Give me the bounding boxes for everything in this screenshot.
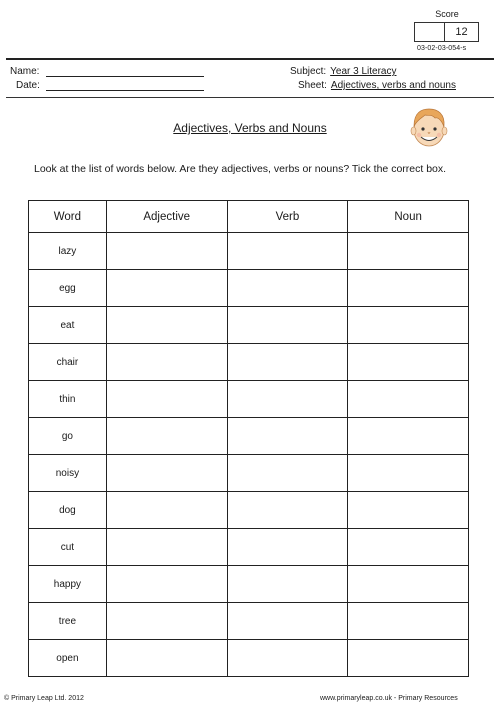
date-field[interactable] — [46, 90, 204, 91]
sheet-row — [298, 80, 456, 91]
verb-tick-box[interactable] — [227, 418, 348, 455]
noun-tick-box[interactable] — [348, 270, 469, 307]
name-row — [10, 66, 39, 77]
table-row — [29, 233, 469, 270]
table-row — [29, 344, 469, 381]
verb-tick-box[interactable] — [227, 492, 348, 529]
table-row — [29, 270, 469, 307]
date-row — [16, 80, 40, 91]
page-title: Adjectives, Verbs and Nouns — [173, 121, 327, 135]
table-row — [29, 603, 469, 640]
instruction-text: Look at the list of words below. Are they adjectives, verbs or nouns? Tick the correct box. — [34, 163, 447, 175]
table-header-row — [29, 201, 469, 233]
subject-label: Subject: — [290, 66, 327, 77]
word-table — [28, 200, 469, 677]
adjective-tick-box[interactable] — [106, 640, 227, 677]
adjective-tick-box[interactable] — [106, 492, 227, 529]
adjective-tick-box[interactable] — [106, 455, 227, 492]
verb-tick-box[interactable] — [227, 307, 348, 344]
noun-tick-box[interactable] — [348, 381, 469, 418]
word-cell: noisy — [29, 455, 107, 492]
table-row — [29, 640, 469, 677]
noun-tick-box[interactable] — [348, 307, 469, 344]
word-cell: eat — [29, 307, 107, 344]
word-cell: dog — [29, 492, 107, 529]
verb-tick-box[interactable] — [227, 603, 348, 640]
header-adjective: Adjective — [106, 201, 227, 233]
noun-tick-box[interactable] — [348, 640, 469, 677]
table-row — [29, 529, 469, 566]
header-noun: Noun — [348, 201, 469, 233]
table-row — [29, 492, 469, 529]
name-field[interactable] — [46, 76, 204, 77]
adjective-tick-box[interactable] — [106, 566, 227, 603]
website-footer: www.primaryleap.co.uk - Primary Resources — [320, 695, 458, 702]
word-cell: lazy — [29, 233, 107, 270]
subject-value: Year 3 Literacy — [330, 66, 397, 77]
adjective-tick-box[interactable] — [106, 233, 227, 270]
adjective-tick-box[interactable] — [106, 307, 227, 344]
sheet-label: Sheet: — [298, 80, 327, 91]
adjective-tick-box[interactable] — [106, 270, 227, 307]
adjective-tick-box[interactable] — [106, 529, 227, 566]
noun-tick-box[interactable] — [348, 492, 469, 529]
table-row — [29, 566, 469, 603]
copyright-footer: © Primary Leap Ltd. 2012 — [4, 695, 84, 702]
noun-tick-box[interactable] — [348, 455, 469, 492]
noun-tick-box[interactable] — [348, 233, 469, 270]
score-label: Score — [435, 9, 459, 19]
verb-tick-box[interactable] — [227, 566, 348, 603]
score-box-empty — [414, 22, 445, 42]
verb-tick-box[interactable] — [227, 455, 348, 492]
table-row — [29, 455, 469, 492]
noun-tick-box[interactable] — [348, 529, 469, 566]
subject-row — [290, 66, 396, 77]
word-cell: egg — [29, 270, 107, 307]
noun-tick-box[interactable] — [348, 418, 469, 455]
word-cell: open — [29, 640, 107, 677]
noun-tick-box[interactable] — [348, 603, 469, 640]
section-rule — [6, 97, 494, 98]
noun-tick-box[interactable] — [348, 344, 469, 381]
verb-tick-box[interactable] — [227, 640, 348, 677]
verb-tick-box[interactable] — [227, 381, 348, 418]
name-label: Name: — [10, 66, 40, 77]
word-cell: thin — [29, 381, 107, 418]
score-value: 12 — [444, 22, 479, 42]
word-cell: chair — [29, 344, 107, 381]
table-row — [29, 418, 469, 455]
adjective-tick-box[interactable] — [106, 344, 227, 381]
word-cell: go — [29, 418, 107, 455]
table-row — [29, 381, 469, 418]
verb-tick-box[interactable] — [227, 270, 348, 307]
adjective-tick-box[interactable] — [106, 603, 227, 640]
word-cell: tree — [29, 603, 107, 640]
sheet-value: Adjectives, verbs and nouns — [330, 80, 456, 91]
verb-tick-box[interactable] — [227, 529, 348, 566]
date-label: Date: — [16, 80, 40, 91]
cartoon-face-icon — [408, 106, 450, 150]
header-verb: Verb — [227, 201, 348, 233]
adjective-tick-box[interactable] — [106, 381, 227, 418]
sheet-code: 03-02-03-054-s — [417, 45, 467, 52]
adjective-tick-box[interactable] — [106, 418, 227, 455]
noun-tick-box[interactable] — [348, 566, 469, 603]
verb-tick-box[interactable] — [227, 344, 348, 381]
verb-tick-box[interactable] — [227, 233, 348, 270]
header-word: Word — [29, 201, 107, 233]
header-rule — [6, 58, 494, 60]
table-row — [29, 307, 469, 344]
word-cell: cut — [29, 529, 107, 566]
word-cell: happy — [29, 566, 107, 603]
